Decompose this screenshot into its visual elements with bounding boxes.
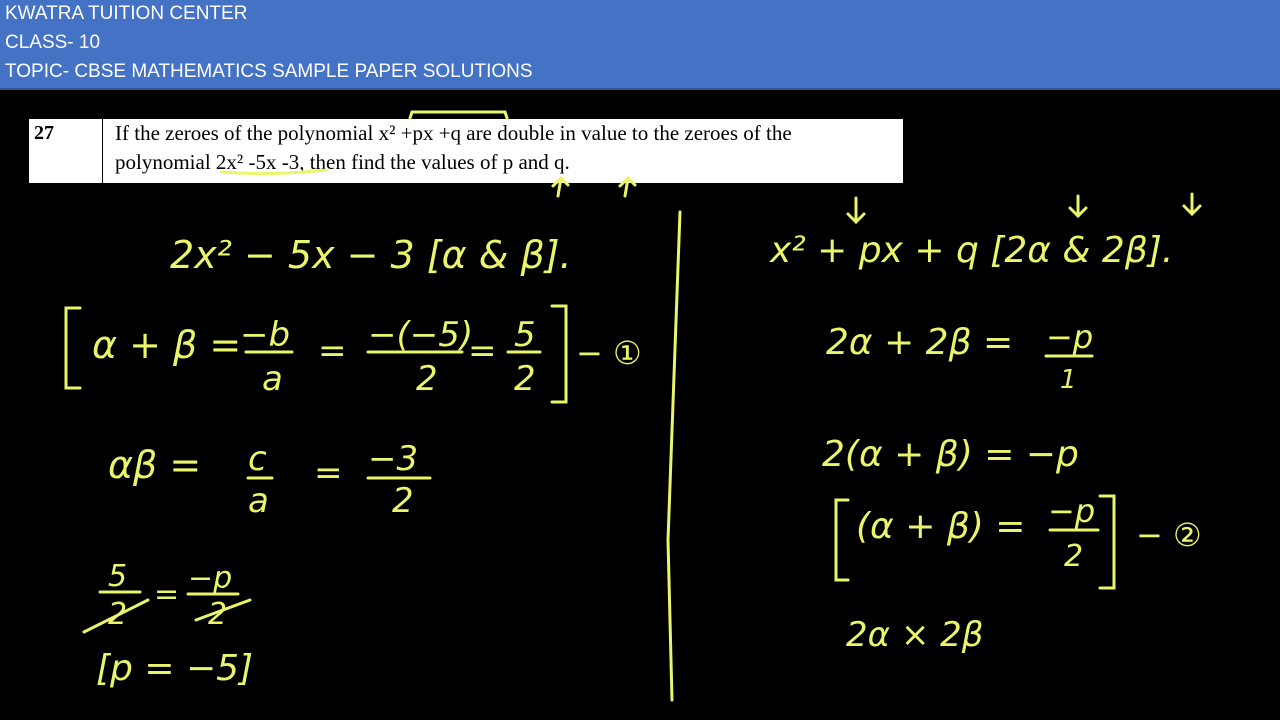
- cmp-den-2: 2: [208, 597, 228, 632]
- cmp-num-1: 5: [108, 559, 128, 594]
- question-line-1: If the zeroes of the polynomial x² +px +q are double in value to the zeroes of the: [115, 121, 792, 145]
- divider-line: [668, 212, 680, 700]
- right-line3-num: −p: [1048, 492, 1096, 530]
- cmp-den-1: 2: [108, 597, 128, 632]
- right-line1-lhs: 2α + 2β =: [826, 322, 1014, 363]
- arrow-p-annotation: [553, 178, 568, 196]
- right-line3-den: 2: [1064, 539, 1084, 574]
- cmp-eq: =: [154, 577, 180, 612]
- prod-den-2: 2: [392, 481, 414, 521]
- question-line-2: polynomial 2x² -5x -3, then find the values of p and q.: [115, 150, 570, 174]
- prod-num-2: −3: [368, 439, 419, 479]
- prod-num-1: c: [248, 439, 267, 479]
- sum-num-3: 5: [514, 315, 536, 355]
- right-line2: 2(α + β) = −p: [822, 434, 1079, 475]
- header-class: CLASS- 10: [5, 32, 101, 53]
- sum-eq-2: =: [318, 331, 347, 371]
- right-line1-den: 1: [1060, 365, 1077, 395]
- cmp-num-2: −p: [188, 561, 233, 596]
- question-number: 27: [29, 119, 103, 183]
- prod-den-1: a: [248, 481, 269, 521]
- sum-den-2: 2: [416, 359, 438, 399]
- sum-tag: − ①: [576, 334, 642, 372]
- header-title: KWATRA TUITION CENTER: [5, 3, 248, 24]
- underline-annotation: [222, 170, 326, 174]
- prod-eq-2: =: [314, 453, 343, 493]
- right-line4: 2α × 2β: [846, 615, 984, 655]
- right-line3-tag: − ②: [1136, 516, 1202, 554]
- sum-den-3: 2: [514, 359, 536, 399]
- result-p: [p = −5]: [96, 648, 254, 689]
- left-bracket-open: [66, 308, 80, 388]
- header-topic: TOPIC- CBSE MATHEMATICS SAMPLE PAPER SOLUTIONS: [5, 61, 533, 82]
- sum-lhs: α + β =: [92, 323, 242, 367]
- right-poly: x² + px + q [2α & 2β].: [770, 230, 1174, 271]
- left-bracket-close: [552, 306, 566, 402]
- right-line1-num: −p: [1046, 318, 1094, 356]
- arrow-q-annotation: [620, 178, 635, 196]
- right-line3-lhs: (α + β) =: [856, 506, 1026, 547]
- sum-eq-3: =: [468, 331, 497, 371]
- prod-lhs: αβ =: [108, 443, 202, 487]
- bracket-annotation: [410, 112, 507, 118]
- sum-den-1: a: [262, 359, 283, 399]
- sum-num-2: −(−5): [368, 315, 474, 355]
- sum-num-1: −b: [240, 315, 291, 355]
- left-poly: 2x² − 5x − 3 [α & β].: [170, 233, 572, 277]
